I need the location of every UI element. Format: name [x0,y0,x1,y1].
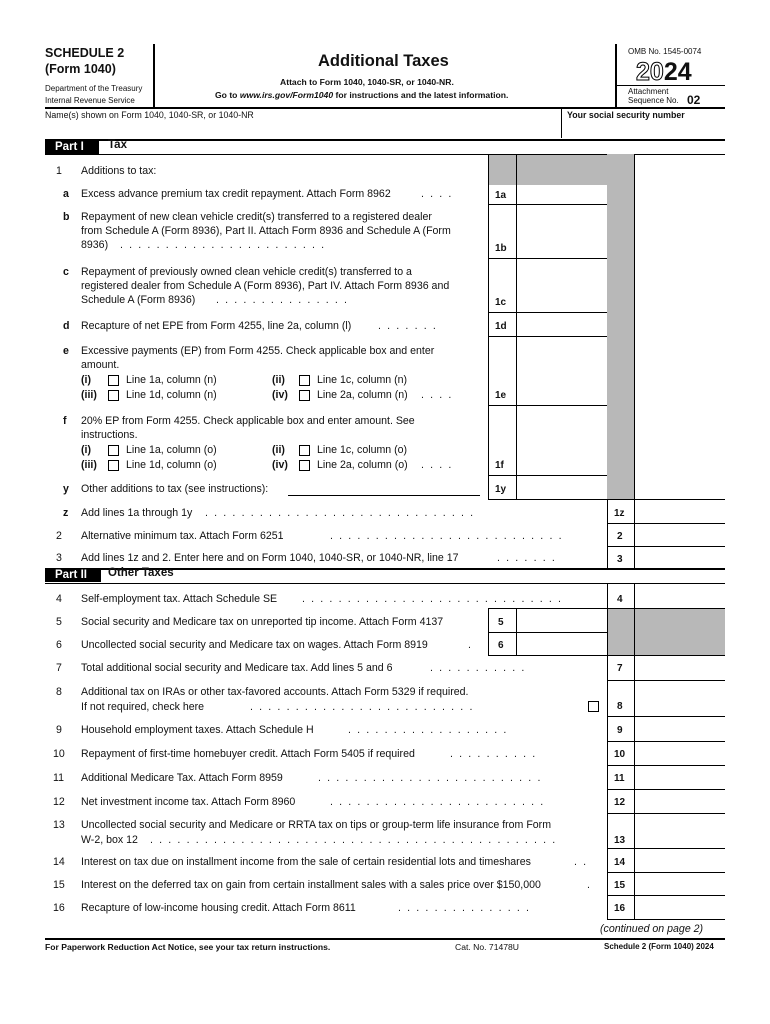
line1y-num: y [63,483,69,495]
line1b-num: b [63,211,70,223]
amount-1z[interactable] [636,501,724,522]
part2-tag: Part II [45,568,101,582]
part2-title: Other Taxes [108,567,174,579]
sequence-label: Sequence No. [628,96,679,105]
box-9: 9 [617,725,623,736]
line6-text: Uncollected social security and Medicare tax on wages. Attach Form 8919 [81,639,428,651]
line1a-text: Excess advance premium tax credit repayment. Attach Form 8962 [81,188,391,200]
line1e-iv-text: Line 2a, column (n) [317,389,408,401]
line1f-ii-label: (ii) [272,444,285,456]
line1f-text-1: 20% EP from Form 4255. Check applicable box and enter amount. See [81,415,415,427]
box-7: 7 [617,663,623,674]
box-11: 11 [614,773,625,784]
line1b-text-1: Repayment of new clean vehicle credit(s) transferred to a registered dealer [81,211,432,223]
amount-7[interactable] [636,657,724,679]
line6-num: 6 [56,639,62,651]
line2-text: Alternative minimum tax. Attach Form 6251 [81,530,284,542]
line1e-iv-label: (iv) [272,389,288,401]
line3-text: Add lines 1z and 2. Enter here and on Form 1040, 1040-SR, or 1040-NR, line 17 [81,552,459,564]
line2-num: 2 [56,530,62,542]
line1d-num: d [63,320,70,332]
amount-11[interactable] [636,767,724,788]
amount-1f[interactable] [517,407,606,474]
line1f-iii-label: (iii) [81,459,97,471]
box-1d: 1d [495,321,507,332]
catalog-number: Cat. No. 71478U [455,942,520,952]
line1b-text-2: from Schedule A (Form 8936), Part II. Attach Form 8936 and Schedule A (Form [81,225,451,237]
checkbox-1e-iii[interactable] [108,390,119,401]
box-6: 6 [498,640,504,651]
line12-num: 12 [53,796,65,808]
line1d-text: Recapture of net EPE from Form 4255, line 2a, column (l) [81,320,352,332]
box-2: 2 [617,531,623,542]
amount-2[interactable] [636,525,724,545]
footer-schedule: Schedule 2 (Form 1040) 2024 [604,942,714,951]
sequence-number: 02 [687,93,701,107]
amount-10[interactable] [636,743,724,764]
line1-num: 1 [56,165,62,177]
line5-text: Social security and Medicare tax on unreported tip income. Attach Form 4137 [81,616,444,628]
checkbox-line8[interactable] [588,701,599,712]
amount-1y[interactable] [517,477,606,498]
line15-num: 15 [53,879,65,891]
line10-text: Repayment of first-time homebuyer credit. Attach Form 5405 if required [81,748,415,760]
line8-text-1: Additional tax on IRAs or other tax-favored accounts. Attach Form 5329 if required. [81,686,469,698]
part1-title: Tax [108,139,127,151]
box-12: 12 [614,797,626,808]
line9-text: Household employment taxes. Attach Schedule H [81,724,314,736]
ssn-label: Your social security number [567,110,685,120]
line1e-ii-label: (ii) [272,374,285,386]
box-3: 3 [617,554,623,565]
line15-text: Interest on the deferred tax on gain from certain installment sales with a sales price over $150,000 [81,879,541,891]
names-label: Name(s) shown on Form 1040, 1040-SR, or 1040-NR [45,110,254,120]
box-8: 8 [617,701,623,712]
line8-num: 8 [56,686,62,698]
amount-1d[interactable] [517,314,606,335]
form-title: Additional Taxes [318,52,449,70]
line7-text: Total additional social security and Medicare tax. Add lines 5 and 6 [81,662,393,674]
line1z-num: z [63,507,69,519]
line14-text: Interest on tax due on installment income from the sale of certain residential lots and timeshares [81,856,531,868]
line1e-ii-text: Line 1c, column (n) [317,374,408,386]
amount-1b[interactable] [517,206,606,257]
line1z-text: Add lines 1a through 1y [81,507,193,519]
amount-9[interactable] [636,718,724,740]
line16-num: 16 [53,902,65,914]
box-4: 4 [617,594,623,605]
box-1f: 1f [495,460,504,471]
line4-num: 4 [56,593,62,605]
line1a-num: a [63,188,69,200]
omb-number: OMB No. 1545-0074 [628,47,702,56]
box-1e: 1e [495,390,507,401]
line1c-text-1: Repayment of previously owned clean vehicle credit(s) transferred to a [81,266,412,278]
dept-label: Department of the Treasury [45,84,143,93]
amount-4[interactable] [636,585,724,607]
checkbox-1e-iv[interactable] [299,390,310,401]
amount-13[interactable] [636,815,724,847]
line1c-num: c [63,266,69,278]
box-15: 15 [614,880,626,891]
line4-text: Self-employment tax. Attach Schedule SE [81,593,278,605]
amount-14[interactable] [636,850,724,871]
line8-text-2: If not required, check here [81,701,205,713]
checkbox-1e-ii[interactable] [299,375,310,386]
line13-text-2: W-2, box 12 [81,834,138,846]
line1e-i-label: (i) [81,374,91,386]
line1f-i-label: (i) [81,444,91,456]
line5-num: 5 [56,616,62,628]
box-10: 10 [614,749,626,760]
line1c-text-3: Schedule A (Form 8936) [81,294,196,306]
amount-8[interactable] [636,682,724,715]
amount-12[interactable] [636,791,724,812]
line1e-i-text: Line 1a, column (n) [126,374,217,386]
line1e-iii-label: (iii) [81,389,97,401]
line1f-num: f [63,415,67,427]
checkbox-1f-iv[interactable] [299,460,310,471]
line1f-iii-text: Line 1d, column (o) [126,459,217,471]
line7-num: 7 [56,662,62,674]
line1f-iv-text: Line 2a, column (o) [317,459,408,471]
line11-num: 11 [53,772,64,784]
shaded-column [607,154,634,499]
name-field[interactable] [46,121,558,137]
amount-16[interactable] [636,897,724,918]
line12-text: Net investment income tax. Attach Form 8960 [81,796,296,808]
ssn-field[interactable] [564,121,724,137]
paperwork-notice: For Paperwork Reduction Act Notice, see your tax return instructions. [45,942,331,952]
other-additions-description[interactable] [288,481,480,495]
line10-num: 10 [53,748,65,760]
attach-instruction: Attach to Form 1040, 1040-SR, or 1040-NR. [280,77,454,87]
continued-note: (continued on page 2) [600,923,704,935]
box-16: 16 [614,903,626,914]
line1b-text-3: 8936) [81,239,109,251]
line1e-text-2: amount. [81,359,120,371]
line13-text-1: Uncollected social security and Medicare or RRTA tax on tips or group-term life insurance from Form [81,819,552,831]
box-1a: 1a [495,190,507,201]
checkbox-1f-i[interactable] [108,445,119,456]
line16-text: Recapture of low-income housing credit. Attach Form 8611 [81,902,356,914]
amount-1c[interactable] [517,260,606,311]
line1f-text-2: instructions. [81,429,138,441]
schedule-label: SCHEDULE 2 [45,46,125,60]
irs-label: Internal Revenue Service [45,96,135,105]
form-label: (Form 1040) [45,62,116,76]
amount-15[interactable] [636,874,724,894]
box-14: 14 [614,857,626,868]
goto-instruction: Go to www.irs.gov/Form1040 for instructions and the latest information. [215,90,509,100]
line1y-text: Other additions to tax (see instructions): [81,483,269,495]
line1e-num: e [63,345,69,357]
line1e-iii-text: Line 1d, column (n) [126,389,217,401]
amount-5[interactable] [517,610,606,631]
line1e-text-1: Excessive payments (EP) from Form 4255. Check applicable box and enter [81,345,435,357]
checkbox-1f-ii[interactable] [299,445,310,456]
checkbox-1e-i[interactable] [108,375,119,386]
box-1b: 1b [495,243,507,254]
line1f-ii-text: Line 1c, column (o) [317,444,408,456]
line14-num: 14 [53,856,65,868]
line11-text: Additional Medicare Tax. Attach Form 8959 [81,772,283,784]
line3-num: 3 [56,552,62,564]
line1f-iv-label: (iv) [272,459,288,471]
box-5: 5 [498,617,504,628]
amount-1e[interactable] [517,338,606,404]
amount-3[interactable] [636,548,724,567]
amount-6[interactable] [517,634,606,654]
line9-num: 9 [56,724,62,736]
line1-text: Additions to tax: [81,165,157,177]
box-1z: 1z [614,508,625,519]
box-1c: 1c [495,297,507,308]
box-13: 13 [614,835,626,846]
checkbox-1f-iii[interactable] [108,460,119,471]
part1-tag: Part I [45,140,99,154]
line1f-i-text: Line 1a, column (o) [126,444,217,456]
attachment-label: Attachment [628,87,669,96]
line1c-text-2: registered dealer from Schedule A (Form 8936), Part IV. Attach Form 8936 and [81,280,450,292]
amount-1a[interactable] [517,186,606,204]
box-1y: 1y [495,484,507,495]
tax-year: 2024 [636,58,692,86]
line13-num: 13 [53,819,65,831]
